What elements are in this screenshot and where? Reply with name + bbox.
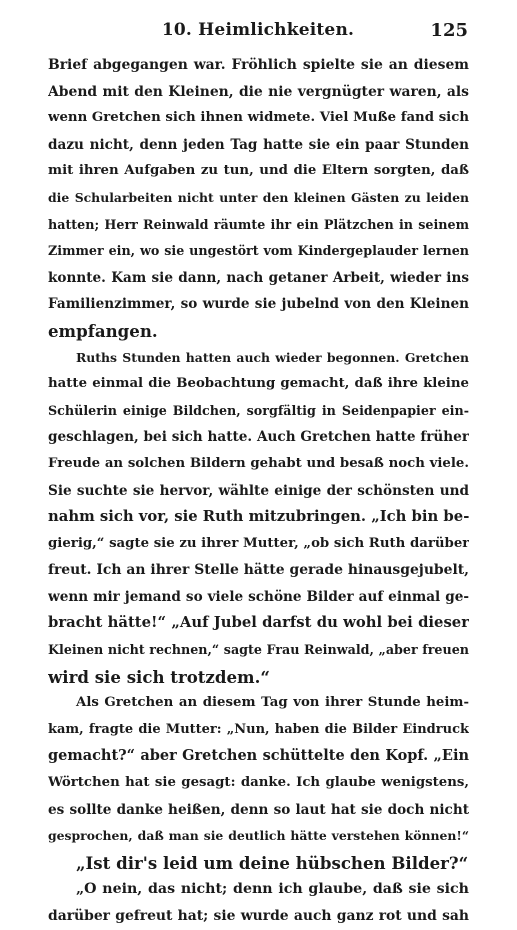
chapter-title: 10. Heimlichkeiten. [161, 20, 355, 40]
text-line: Zimmer ein, wo sie ungestört vom Kindergeplauder lernen [48, 243, 469, 259]
body-text [48, 52, 469, 930]
text-line: geschlagen, bei sich hatte. Auch Gretchen hatte früher [48, 429, 469, 446]
text-line: kam, fragte die Mutter: „Nun, haben die Bilder Eindruck [48, 721, 469, 737]
text-line: gesprochen, daß man sie deutlich hätte verstehen können!“ [48, 828, 469, 844]
text-line: bracht hätte!“ „Auf Jubel darfst du wohl bei dieser [48, 614, 469, 632]
text-line: gierig,“ sagte sie zu ihrer Mutter, „ob sich Ruth darüber [48, 535, 469, 551]
text-line: Schülerin einige Bildchen, sorgfältig in Seidenpapier ein- [48, 402, 469, 418]
text-line: „O nein, das nicht; denn ich glaube, daß sie sich [76, 881, 469, 898]
text-line: gemacht?“ aber Gretchen schüttelte den Kopf. „Ein [48, 747, 469, 765]
text-line: Wörtchen hat sie gesagt: danke. Ich glaube wenigstens, [48, 775, 469, 791]
text-line: Kleinen nicht rechnen,“ sagte Frau Reinwald, „aber freuen [48, 642, 469, 658]
text-line: Sie suchte sie hervor, wählte einige der schönsten und [48, 482, 469, 499]
text-line: wenn Gretchen sich ihnen widmete. Viel Muße fand sich [48, 110, 469, 126]
running-header [48, 20, 468, 44]
text-line: wenn mir jemand so viele schöne Bilder auf einmal ge- [48, 588, 469, 605]
page-number: 125 [430, 20, 468, 41]
text-line: wird sie sich trotzdem.“ [48, 666, 270, 687]
text-line: „Ist dir's leid um deine hübschen Bilder?“ [76, 852, 469, 873]
text-line: empfangen. [48, 320, 158, 341]
text-line: es sollte danke heißen, denn so laut hat sie doch nicht [48, 801, 469, 818]
text-line: Brief abgegangen war. Fröhlich spielte sie an diesem [48, 57, 469, 73]
text-line: dazu nicht, denn jeden Tag hatte sie ein paar Stunden [48, 136, 469, 153]
text-line: Abend mit den Kleinen, die nie vergnügter waren, als [48, 83, 469, 100]
text-line: Ruths Stunden hatten auch wieder begonnen. Gretchen [76, 349, 469, 365]
text-line: nahm sich vor, sie Ruth mitzubringen. „Ich bin be- [48, 508, 469, 526]
text-line: darüber gefreut hat; sie wurde auch ganz rot und sah [48, 908, 469, 924]
text-line: mit ihren Aufgaben zu tun, und die Eltern sorgten, daß [48, 163, 469, 179]
text-line: Familienzimmer, so wurde sie jubelnd von den Kleinen [48, 296, 469, 313]
text-line: hatte einmal die Beobachtung gemacht, daß ihre kleine [48, 376, 469, 392]
text-line: Als Gretchen an diesem Tag von ihrer Stunde heim- [76, 695, 469, 711]
text-line: Freude an solchen Bildern gehabt und besaß noch viele. [48, 455, 469, 471]
text-line: die Schularbeiten nicht unter den kleinen Gästen zu leiden [48, 189, 469, 205]
text-line: hatten; Herr Reinwald räumte ihr ein Plätzchen in seinem [48, 216, 469, 232]
text-line: freut. Ich an ihrer Stelle hätte gerade hinausgejubelt, [48, 562, 469, 579]
text-line: konnte. Kam sie dann, nach getaner Arbeit, wieder ins [48, 269, 469, 286]
